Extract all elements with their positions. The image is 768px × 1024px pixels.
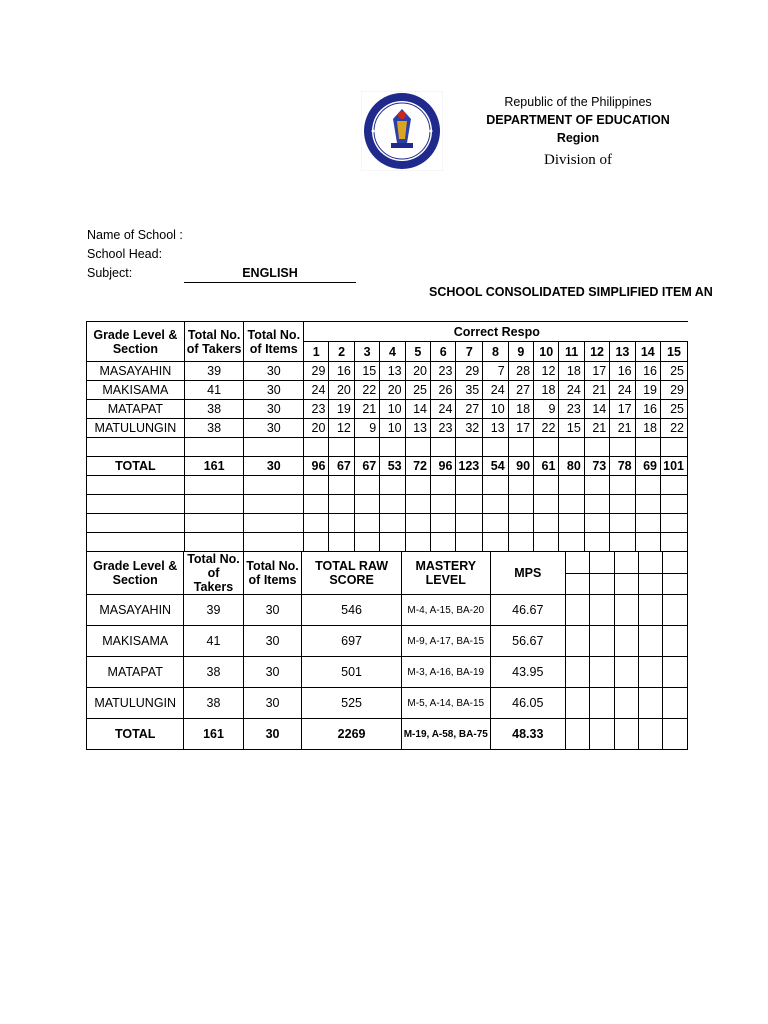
blank-cell (584, 438, 609, 457)
items-cell: 30 (244, 362, 304, 381)
section-cell: TOTAL (87, 719, 184, 750)
response-count-cell: 13 (405, 419, 430, 438)
response-count-cell: 29 (304, 362, 329, 381)
response-count-cell: 18 (635, 419, 660, 438)
blank-cell (565, 595, 589, 626)
blank-cell (635, 514, 660, 533)
response-count-cell: 53 (380, 457, 405, 476)
region-line: Region (556, 131, 600, 145)
t2-header-raw: TOTAL RAW SCORE (302, 552, 401, 595)
response-count-cell: 10 (380, 419, 405, 438)
blank-cell (639, 688, 663, 719)
response-count-cell: 23 (431, 419, 456, 438)
correct-responses-title: Correct Respo (304, 322, 688, 342)
response-count-cell: 24 (610, 381, 635, 400)
response-count-cell: 7 (483, 362, 508, 381)
t2-header-takers: Total No. of Takers (184, 552, 243, 595)
blank-cell (663, 626, 688, 657)
response-count-cell: 69 (635, 457, 660, 476)
blank-cell (635, 533, 660, 552)
blank-cell (614, 595, 638, 626)
response-count-cell: 96 (304, 457, 329, 476)
item-number-8: 8 (483, 342, 508, 362)
raw-score-cell: 501 (302, 657, 401, 688)
response-count-cell: 72 (405, 457, 430, 476)
blank-cell (431, 533, 456, 552)
school-head-label: School Head: (87, 247, 163, 261)
section-cell: MATAPAT (87, 657, 184, 688)
blank-cell (590, 595, 614, 626)
response-count-cell: 29 (456, 362, 483, 381)
response-count-cell: 16 (329, 362, 354, 381)
school-name-label: Name of School : (87, 228, 183, 242)
takers-cell: 39 (184, 362, 244, 381)
response-count-cell: 20 (329, 381, 354, 400)
blank-cell (304, 533, 329, 552)
blank-cell (304, 495, 329, 514)
blank-cell (184, 476, 244, 495)
blank-cell (559, 438, 584, 457)
response-count-cell: 24 (304, 381, 329, 400)
response-count-cell: 18 (559, 362, 584, 381)
agency-header (478, 93, 678, 169)
t2-header-mps: MPS (490, 552, 565, 595)
table-row (87, 362, 688, 381)
section-cell: MATAPAT (87, 400, 185, 419)
blank-cell (483, 476, 508, 495)
blank-cell (534, 438, 559, 457)
response-count-cell: 25 (405, 381, 430, 400)
blank-cell (405, 438, 430, 457)
response-count-cell: 19 (329, 400, 354, 419)
raw-score-cell: 697 (302, 626, 401, 657)
response-count-cell: 24 (483, 381, 508, 400)
mastery-table (86, 551, 688, 750)
response-count-cell: 13 (380, 362, 405, 381)
blank-cell (559, 533, 584, 552)
response-count-cell: 73 (584, 457, 609, 476)
blank-cell (483, 438, 508, 457)
blank-cell (639, 626, 663, 657)
response-count-cell: 96 (431, 457, 456, 476)
item-number-3: 3 (354, 342, 379, 362)
blank-cell (635, 476, 660, 495)
response-count-cell: 67 (354, 457, 379, 476)
response-count-cell: 90 (508, 457, 533, 476)
blank-cell (483, 533, 508, 552)
item-number-1: 1 (304, 342, 329, 362)
response-count-cell: 17 (610, 400, 635, 419)
section-cell: MATULUNGIN (87, 419, 185, 438)
blank-cell (456, 514, 483, 533)
response-count-cell: 9 (354, 419, 379, 438)
blank-cell (431, 495, 456, 514)
response-count-cell: 21 (354, 400, 379, 419)
mastery-level-cell: M-5, A-14, BA-15 (401, 688, 490, 719)
blank-cell (639, 595, 663, 626)
response-count-cell: 23 (559, 400, 584, 419)
blank-cell (405, 495, 430, 514)
blank-cell (663, 719, 688, 750)
blank-cell (590, 626, 614, 657)
response-count-cell: 24 (431, 400, 456, 419)
blank-cell (354, 438, 379, 457)
division-line: Division of (544, 152, 612, 168)
blank-cell (508, 438, 533, 457)
table-row (87, 400, 688, 419)
table-row (87, 419, 688, 438)
blank-cell (354, 533, 379, 552)
blank-cell (614, 719, 638, 750)
report-title: SCHOOL CONSOLIDATED SIMPLIFIED ITEM AN (429, 285, 713, 299)
response-count-cell: 23 (304, 400, 329, 419)
response-count-cell: 12 (534, 362, 559, 381)
total-row (87, 457, 688, 476)
blank-cell (405, 514, 430, 533)
blank-cell (405, 476, 430, 495)
blank-cell (508, 495, 533, 514)
blank-cell (610, 495, 635, 514)
response-count-cell: 24 (559, 381, 584, 400)
blank-cell (87, 533, 185, 552)
blank-cell (329, 533, 354, 552)
t2-header-section: Grade Level & Section (87, 552, 184, 595)
blank-cell (354, 495, 379, 514)
response-count-cell: 22 (534, 419, 559, 438)
response-count-cell: 21 (584, 419, 609, 438)
blank-cell (661, 476, 688, 495)
response-count-cell: 123 (456, 457, 483, 476)
response-count-cell: 67 (329, 457, 354, 476)
blank-cell (584, 476, 609, 495)
blank-row (87, 495, 688, 514)
items-cell: 30 (243, 719, 302, 750)
blank-cell (614, 688, 638, 719)
mastery-row (87, 657, 688, 688)
blank-cell (431, 476, 456, 495)
response-count-cell: 22 (661, 419, 688, 438)
takers-cell: 38 (184, 657, 243, 688)
header-takers: Total No. of Takers (184, 322, 244, 362)
response-count-cell: 15 (354, 362, 379, 381)
response-count-cell: 20 (405, 362, 430, 381)
item-number-7: 7 (456, 342, 483, 362)
blank-cell (304, 514, 329, 533)
items-cell: 30 (244, 419, 304, 438)
item-number-4: 4 (380, 342, 405, 362)
blank-cell (380, 476, 405, 495)
mastery-level-cell: M-3, A-16, BA-19 (401, 657, 490, 688)
blank-cell (431, 438, 456, 457)
response-count-cell: 25 (661, 400, 688, 419)
blank-cell (565, 626, 589, 657)
blank-cell (405, 533, 430, 552)
blank-cell (244, 514, 304, 533)
takers-cell: 161 (184, 457, 244, 476)
item-number-15: 15 (661, 342, 688, 362)
item-number-9: 9 (508, 342, 533, 362)
mastery-level-cell: M-19, A-58, BA-75 (401, 719, 490, 750)
blank-cell (610, 514, 635, 533)
subject-value: ENGLISH (184, 266, 356, 283)
item-number-10: 10 (534, 342, 559, 362)
blank-cell (663, 688, 688, 719)
mastery-row (87, 688, 688, 719)
response-count-cell: 18 (508, 400, 533, 419)
item-number-11: 11 (559, 342, 584, 362)
blank-cell (584, 495, 609, 514)
blank-cell (184, 438, 244, 457)
blank-cell (431, 514, 456, 533)
blank-cell (483, 514, 508, 533)
items-cell: 30 (244, 457, 304, 476)
blank-cell (639, 657, 663, 688)
response-count-cell: 29 (661, 381, 688, 400)
response-count-cell: 16 (635, 362, 660, 381)
blank-cell (610, 533, 635, 552)
mps-cell: 56.67 (490, 626, 565, 657)
response-count-cell: 22 (354, 381, 379, 400)
item-number-13: 13 (610, 342, 635, 362)
section-cell: MAKISAMA (87, 381, 185, 400)
items-cell: 30 (243, 657, 302, 688)
mps-cell: 46.05 (490, 688, 565, 719)
response-count-cell: 9 (534, 400, 559, 419)
response-count-cell: 101 (661, 457, 688, 476)
section-cell: MAKISAMA (87, 626, 184, 657)
response-count-cell: 21 (610, 419, 635, 438)
takers-cell: 38 (184, 400, 244, 419)
response-count-cell: 27 (508, 381, 533, 400)
response-count-cell: 14 (405, 400, 430, 419)
response-count-cell: 16 (635, 400, 660, 419)
response-count-cell: 20 (304, 419, 329, 438)
response-count-cell: 17 (508, 419, 533, 438)
blank-cell (614, 626, 638, 657)
blank-cell (565, 657, 589, 688)
takers-cell: 38 (184, 419, 244, 438)
blank-cell (354, 476, 379, 495)
blank-cell (87, 495, 185, 514)
blank-cell (508, 533, 533, 552)
t2-header-mastery: MASTERY LEVEL (401, 552, 490, 595)
mastery-total-row (87, 719, 688, 750)
blank-row (87, 438, 688, 457)
response-count-cell: 20 (380, 381, 405, 400)
response-count-cell: 15 (559, 419, 584, 438)
blank-cell (635, 438, 660, 457)
blank-cell (584, 514, 609, 533)
blank-cell (639, 719, 663, 750)
response-count-cell: 23 (431, 362, 456, 381)
blank-cell (87, 514, 185, 533)
response-count-cell: 78 (610, 457, 635, 476)
blank-cell (456, 476, 483, 495)
blank-cell (456, 533, 483, 552)
blank-cell (87, 438, 185, 457)
mps-cell: 46.67 (490, 595, 565, 626)
blank-cell (534, 476, 559, 495)
blank-cell (559, 476, 584, 495)
blank-cell (244, 476, 304, 495)
blank-cell (380, 495, 405, 514)
t2-header-items: Total No. of Items (243, 552, 302, 595)
blank-cell (565, 688, 589, 719)
blank-cell (354, 514, 379, 533)
response-count-cell: 17 (584, 362, 609, 381)
blank-row (87, 533, 688, 552)
blank-cell (244, 533, 304, 552)
blank-cell (304, 476, 329, 495)
takers-cell: 41 (184, 381, 244, 400)
items-cell: 30 (243, 595, 302, 626)
item-number-12: 12 (584, 342, 609, 362)
blank-cell (559, 514, 584, 533)
blank-cell (329, 476, 354, 495)
item-number-5: 5 (405, 342, 430, 362)
section-cell: MASAYAHIN (87, 595, 184, 626)
blank-cell (635, 495, 660, 514)
blank-cell (614, 657, 638, 688)
takers-cell: 39 (184, 595, 243, 626)
blank-cell (661, 495, 688, 514)
header-section: Grade Level & Section (87, 322, 185, 362)
blank-cell (329, 438, 354, 457)
blank-cell (244, 495, 304, 514)
response-count-cell: 19 (635, 381, 660, 400)
item-number-2: 2 (329, 342, 354, 362)
blank-cell (380, 533, 405, 552)
section-cell: MASAYAHIN (87, 362, 185, 381)
response-count-cell: 61 (534, 457, 559, 476)
blank-cell (559, 495, 584, 514)
blank-cell (590, 688, 614, 719)
subject-label: Subject: (87, 266, 133, 280)
response-count-cell: 12 (329, 419, 354, 438)
blank-cell (610, 476, 635, 495)
blank-cell (184, 514, 244, 533)
items-cell: 30 (243, 688, 302, 719)
blank-cell (661, 438, 688, 457)
blank-cell (534, 495, 559, 514)
items-cell: 30 (244, 381, 304, 400)
blank-cell (456, 438, 483, 457)
blank-cell (244, 438, 304, 457)
blank-cell (508, 476, 533, 495)
blank-cell (329, 514, 354, 533)
blank-cell (661, 533, 688, 552)
mps-cell: 43.95 (490, 657, 565, 688)
blank-cell (534, 533, 559, 552)
item-number-6: 6 (431, 342, 456, 362)
items-cell: 30 (243, 626, 302, 657)
response-count-cell: 18 (534, 381, 559, 400)
section-cell: TOTAL (87, 457, 185, 476)
blank-row (87, 514, 688, 533)
blank-cell (329, 495, 354, 514)
section-cell: MATULUNGIN (87, 688, 184, 719)
items-cell: 30 (244, 400, 304, 419)
blank-cell (184, 533, 244, 552)
response-count-cell: 21 (584, 381, 609, 400)
republic-line: Republic of the Philippines (504, 95, 652, 109)
response-count-cell: 10 (483, 400, 508, 419)
response-count-cell: 54 (483, 457, 508, 476)
response-count-cell: 10 (380, 400, 405, 419)
blank-row (87, 476, 688, 495)
blank-cell (663, 657, 688, 688)
blank-cell (661, 514, 688, 533)
takers-cell: 38 (184, 688, 243, 719)
item-analysis-table (86, 321, 688, 552)
blank-cell (590, 719, 614, 750)
mastery-level-cell: M-9, A-17, BA-15 (401, 626, 490, 657)
blank-cell (304, 438, 329, 457)
response-count-cell: 14 (584, 400, 609, 419)
blank-cell (565, 719, 589, 750)
response-count-cell: 26 (431, 381, 456, 400)
response-count-cell: 25 (661, 362, 688, 381)
blank-cell (534, 514, 559, 533)
raw-score-cell: 2269 (302, 719, 401, 750)
takers-cell: 41 (184, 626, 243, 657)
raw-score-cell: 546 (302, 595, 401, 626)
blank-cell (483, 495, 508, 514)
blank-cell (184, 495, 244, 514)
response-count-cell: 27 (456, 400, 483, 419)
raw-score-cell: 525 (302, 688, 401, 719)
blank-cell (590, 657, 614, 688)
blank-cell (584, 533, 609, 552)
blank-cell (87, 476, 185, 495)
mastery-level-cell: M-4, A-15, BA-20 (401, 595, 490, 626)
blank-cell (610, 438, 635, 457)
response-count-cell: 16 (610, 362, 635, 381)
response-count-cell: 32 (456, 419, 483, 438)
deped-seal-logo (361, 91, 443, 171)
response-count-cell: 13 (483, 419, 508, 438)
mastery-row (87, 595, 688, 626)
response-count-cell: 80 (559, 457, 584, 476)
response-count-cell: 35 (456, 381, 483, 400)
item-number-14: 14 (635, 342, 660, 362)
blank-cell (456, 495, 483, 514)
blank-cell (380, 438, 405, 457)
blank-cell (380, 514, 405, 533)
response-count-cell: 28 (508, 362, 533, 381)
takers-cell: 161 (184, 719, 243, 750)
mps-cell: 48.33 (490, 719, 565, 750)
department-line: DEPARTMENT OF EDUCATION (486, 113, 670, 127)
spreadsheet-area (86, 321, 688, 751)
table-row (87, 381, 688, 400)
blank-cell (508, 514, 533, 533)
header-items: Total No. of Items (244, 322, 304, 362)
blank-cell (663, 595, 688, 626)
mastery-row (87, 626, 688, 657)
